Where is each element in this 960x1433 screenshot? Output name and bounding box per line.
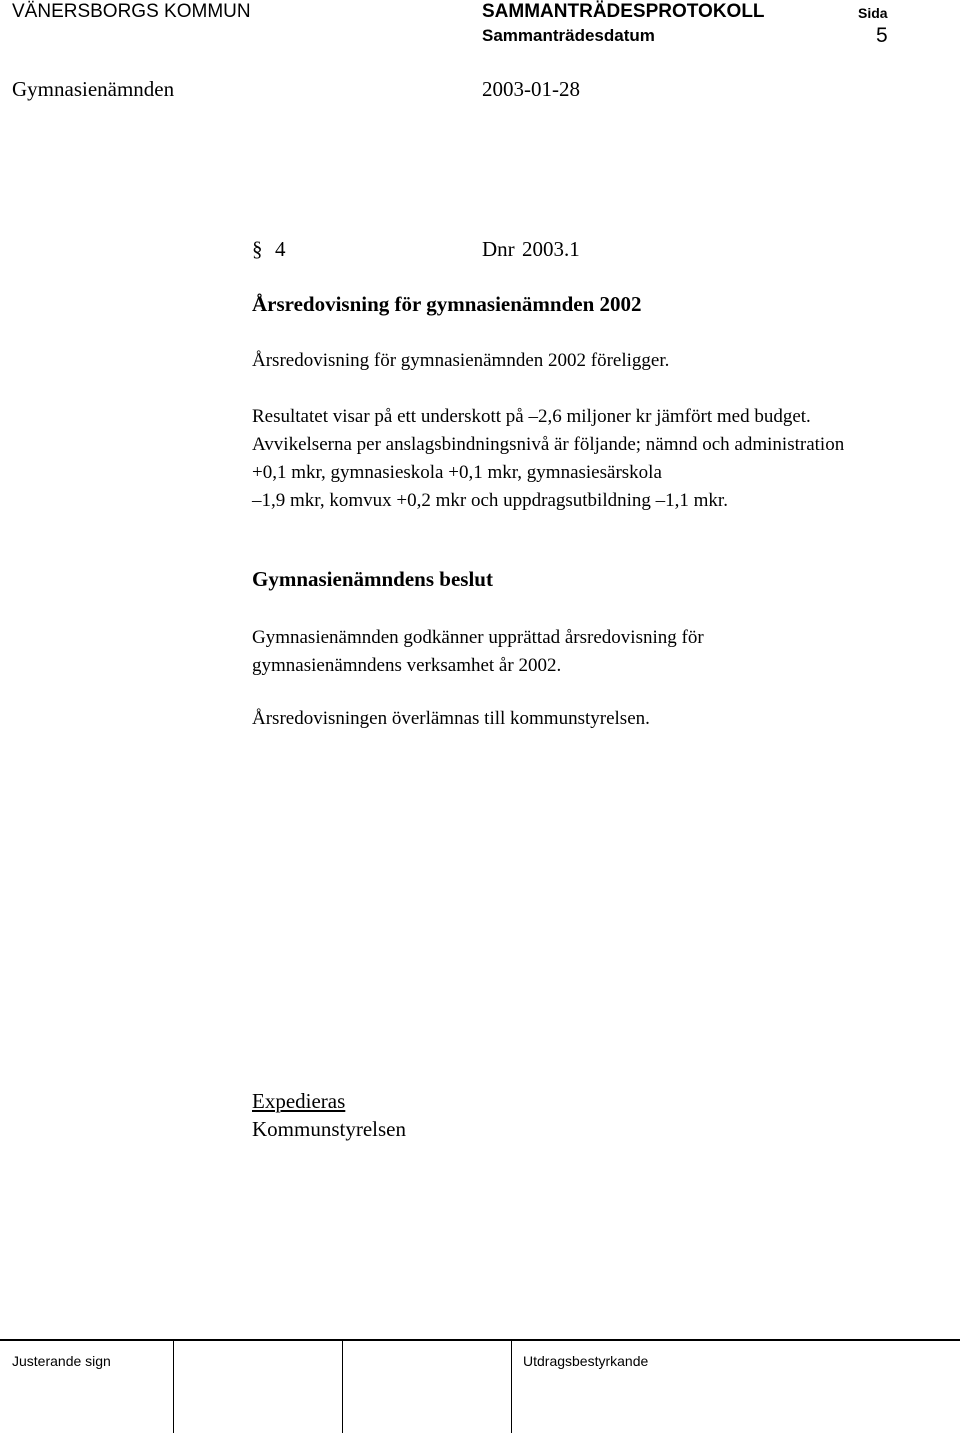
- dispatch-recipient: Kommunstyrelsen: [252, 1117, 406, 1141]
- meeting-date-label: Sammanträdesdatum: [482, 26, 655, 45]
- body-text-line: +0,1 mkr, gymnasieskola +0,1 mkr, gymnasiesärskola: [252, 462, 662, 483]
- meeting-date: 2003-01-28: [482, 77, 580, 101]
- utdragsbestyrkande-label: Utdragsbestyrkande: [523, 1353, 649, 1369]
- organization-name: VÄNERSBORGS KOMMUN: [12, 1, 251, 22]
- decision-text-line: Årsredovisningen överlämnas till kommunstyrelsen.: [252, 708, 650, 729]
- document-type: SAMMANTRÄDESPROTOKOLL: [482, 1, 765, 22]
- body-text-line: Avvikelserna per anslagsbindningsnivå är följande; nämnd och administration: [252, 434, 845, 455]
- justerande-sign-label: Justerande sign: [12, 1353, 111, 1369]
- footer-divider-line: [0, 1339, 960, 1341]
- footer-cell-divider: [511, 1339, 512, 1433]
- footer-cell-divider: [173, 1339, 174, 1433]
- dnr-label: Dnr: [482, 237, 515, 261]
- page-label: Sida: [858, 5, 888, 21]
- section-title: Årsredovisning för gymnasienämnden 2002: [252, 292, 642, 316]
- paragraph-sign: §: [252, 237, 263, 261]
- footer-cell-divider: [342, 1339, 343, 1433]
- committee-name: Gymnasienämnden: [12, 77, 175, 101]
- body-text-line: Resultatet visar på ett underskott på –2,6 miljoner kr jämfört med budget.: [252, 406, 811, 427]
- dispatch-label: Expedieras: [252, 1089, 346, 1113]
- paragraph-number: 4: [275, 237, 286, 261]
- decision-text-line: Gymnasienämnden godkänner upprättad årsredovisning för: [252, 627, 704, 648]
- dnr-number: 2003.1: [522, 237, 580, 261]
- body-text-line: –1,9 mkr, komvux +0,2 mkr och uppdragsutbildning –1,1 mkr.: [252, 490, 728, 511]
- decision-heading: Gymnasienämndens beslut: [252, 567, 493, 591]
- body-text-line: Årsredovisning för gymnasienämnden 2002 föreligger.: [252, 350, 670, 371]
- page-number: 5: [876, 24, 888, 47]
- decision-text-line: gymnasienämndens verksamhet år 2002.: [252, 655, 562, 676]
